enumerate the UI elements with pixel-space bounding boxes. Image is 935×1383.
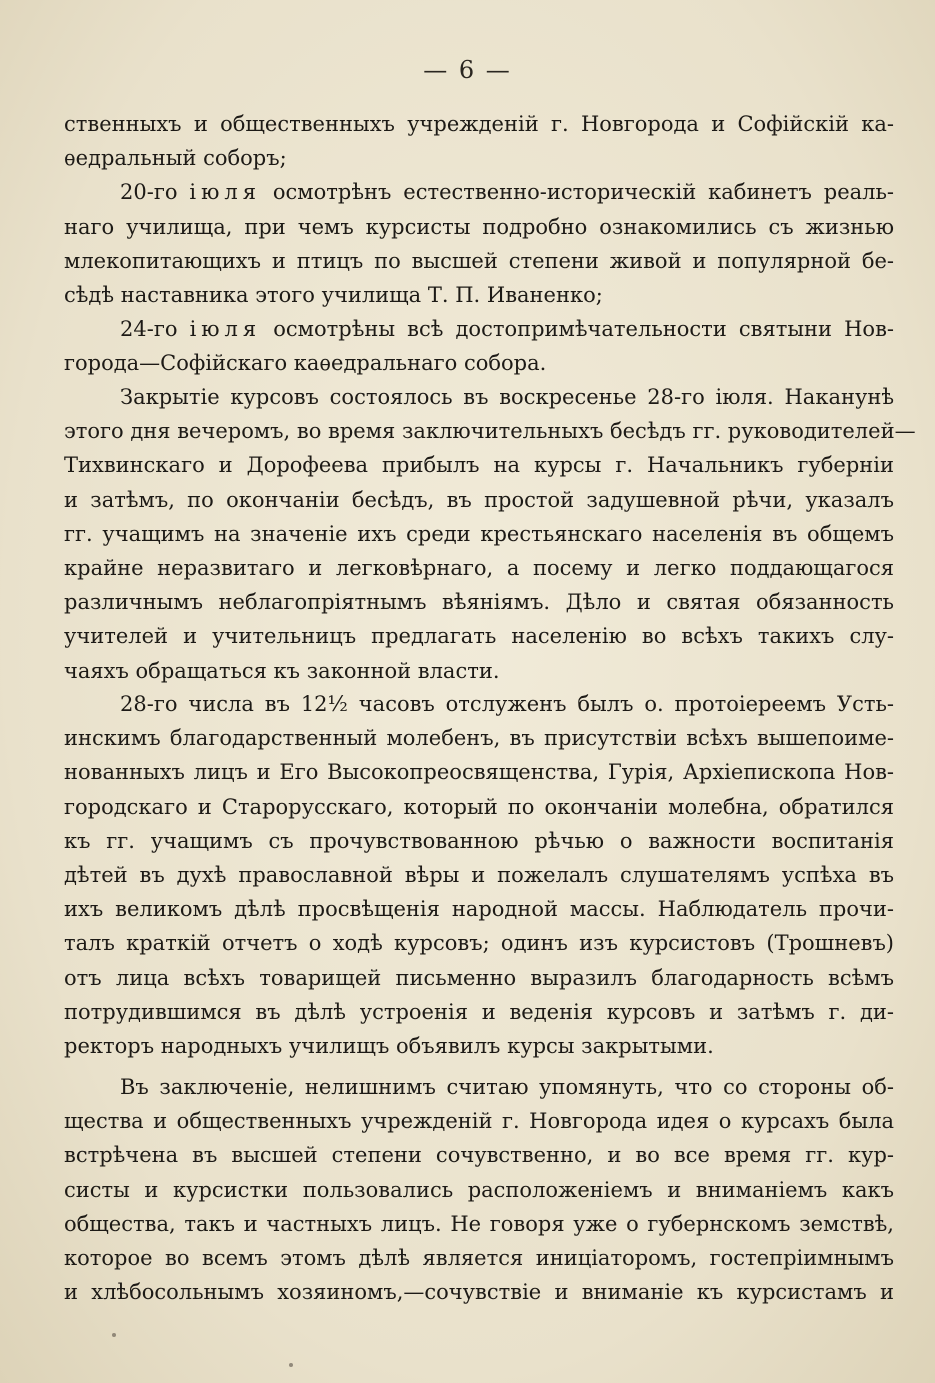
- text-line: которое во всемъ этомъ дѣлѣ является иниціаторомъ, гостепріимнымъ: [64, 1245, 894, 1270]
- text-line: ѳедральный соборъ;: [64, 146, 287, 171]
- text-line: 24-го іюля осмотрѣны всѣ достопримѣчательности святыни Нов-: [120, 317, 894, 342]
- text-line: Закрытіе курсовъ состоялось въ воскресенье 28-го іюля. Наканунѣ: [120, 385, 894, 409]
- text-line: талъ краткій отчетъ о ходѣ курсовъ; одинъ изъ курсистовъ (Трошневъ): [64, 931, 894, 956]
- text-line: къ гг. учащимъ съ прочувствованною рѣчью о важности воспитанія: [64, 828, 894, 853]
- text-line: крайне неразвитаго и легковѣрнаго, а посему и легко поддающагося: [64, 555, 894, 580]
- text-line: различнымъ неблагопріятнымъ вѣяніямъ. Дѣло и святая обязанность: [64, 590, 894, 615]
- text-line: ректоръ народныхъ училищъ объявилъ курсы закрытыми.: [64, 1033, 714, 1058]
- text-line: встрѣчена въ высшей степени сочувственно, и во все время гг. кур-: [64, 1143, 894, 1168]
- text-line: наго училища, при чемъ курсисты подробно ознакомились съ жизнью: [64, 214, 894, 239]
- text-line: учителей и учительницъ предлагать населенію во всѣхъ такихъ слу-: [64, 624, 894, 649]
- text-block-1: [64, 107, 894, 381]
- text-line: систы и курсистки пользовались расположеніемъ и вниманіемъ какъ: [64, 1177, 894, 1202]
- text-line: 28-го числа въ 12½ часовъ отслуженъ былъ о. протоіереемъ Усть-: [120, 692, 894, 716]
- text-line: дѣтей въ духѣ православной вѣры и пожелалъ слушателямъ успѣха въ: [64, 862, 894, 887]
- text-block-2: [64, 380, 916, 688]
- text-line: 20-го іюля осмотрѣнъ естественно-историческій кабинетъ реаль-: [120, 180, 895, 205]
- text-line: потрудившимся въ дѣлѣ устроенія и веденія курсовъ и затѣмъ г. ди-: [64, 999, 894, 1024]
- text-line: отъ лица всѣхъ товарищей письменно выразилъ благодарность всѣмъ: [64, 965, 894, 990]
- text-line: и затѣмъ, по окончаніи бесѣдъ, въ простой задушевной рѣчи, указалъ: [64, 487, 894, 512]
- text-line: ственныхъ и общественныхъ учрежденій г. Новгорода и Софійскій ка-: [64, 112, 894, 136]
- text-line: чаяхъ обращаться къ законной власти.: [64, 658, 500, 683]
- text-line: сѣдѣ наставника этого училища Т. П. Иваненко;: [64, 282, 603, 307]
- text-line: инскимъ благодарственный молебенъ, въ присутствіи всѣхъ вышепоиме-: [64, 726, 894, 751]
- text-line: общества, такъ и частныхъ лицъ. Не говоря уже о губернскомъ земствѣ,: [64, 1211, 894, 1236]
- text-line: Тихвинскаго и Дорофеева прибылъ на курсы г. Начальникъ губерніи: [64, 453, 894, 478]
- text-line: города—Софійскаго каѳедральнаго собора.: [64, 351, 547, 376]
- emphasized-date-word: іюля: [189, 180, 261, 205]
- text-line: городскаго и Старорусскаго, который по окончаніи молебна, обратился: [64, 794, 894, 819]
- text-line: ихъ великомъ дѣлѣ просвѣщенія народной массы. Наблюдатель прочи-: [64, 897, 894, 922]
- emphasized-date-word: іюля: [189, 317, 262, 342]
- text-block-3: [64, 687, 894, 1063]
- text-line: нованныхъ лицъ и Его Высокопреосвященства, Гурія, Архіепископа Нов-: [64, 760, 894, 785]
- text-block-4: [64, 1070, 894, 1309]
- paper-speck: [289, 1363, 293, 1367]
- text-line: этого дня вечеромъ, во время заключительныхъ бесѣдъ гг. руководителей—: [64, 419, 916, 444]
- text-line: млекопитающихъ и птицъ по высшей степени живой и популярной бе-: [64, 248, 894, 273]
- text-line: и хлѣбосольнымъ хозяиномъ,—сочувствіе и вниманіе къ курсистамъ и: [64, 1280, 894, 1305]
- text-line: Въ заключеніе, нелишнимъ считаю упомянуть, что со стороны об-: [120, 1075, 894, 1099]
- paper-speck: [112, 1333, 116, 1337]
- text-line: гг. учащимъ на значеніе ихъ среди крестьянскаго населенія въ общемъ: [64, 521, 894, 546]
- text-line: щества и общественныхъ учрежденій г. Новгорода идея о курсахъ была: [64, 1109, 894, 1134]
- page-number: — 6 —: [423, 56, 512, 84]
